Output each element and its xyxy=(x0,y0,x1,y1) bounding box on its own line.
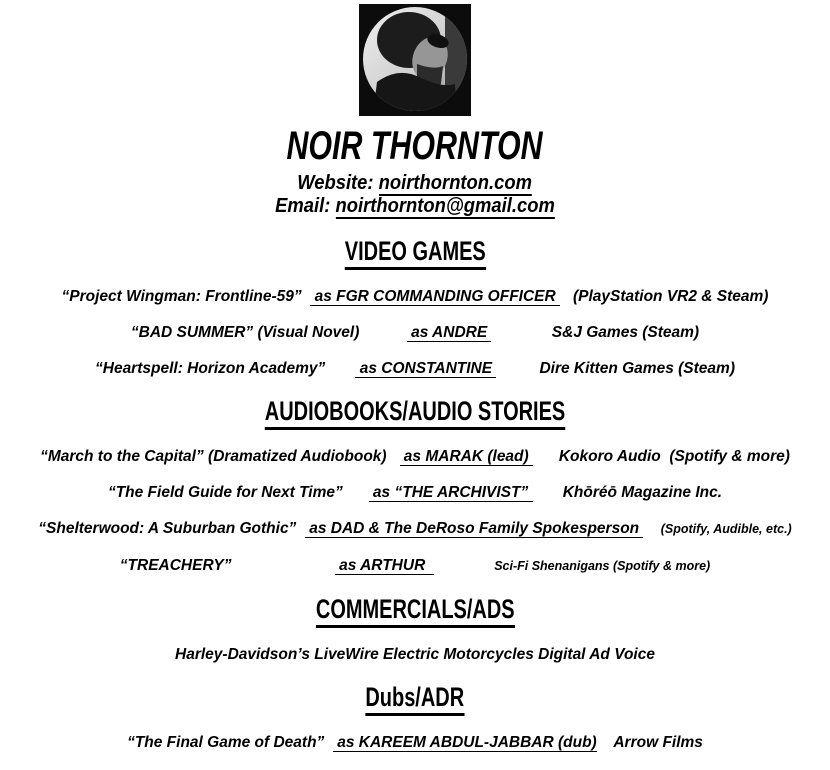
performer-name xyxy=(0,126,830,166)
credit-line xyxy=(0,483,830,502)
production-title: “Shelterwood: A Suburban Gothic” xyxy=(38,520,297,537)
section-heading xyxy=(0,398,830,430)
role-credit: as CONSTANTINE xyxy=(355,360,497,377)
credit-line xyxy=(0,359,830,378)
production-title: Harley-Davidson’s LiveWire Electric Motorcycles Digital Ad Voice xyxy=(175,646,655,663)
publisher-credit: Dire Kitten Games (Steam) xyxy=(539,360,735,377)
email-line xyxy=(0,195,830,218)
role-credit: as ARTHUR xyxy=(334,557,434,574)
gap xyxy=(324,734,333,751)
resume-section xyxy=(0,684,830,752)
production-title: “Project Wingman: Frontline-59” xyxy=(61,288,302,305)
gap xyxy=(496,360,539,377)
email-link[interactable]: noirthornton@gmail.com xyxy=(335,195,555,217)
gap xyxy=(491,324,551,341)
gap xyxy=(387,448,400,465)
website-link[interactable]: noirthornton.com xyxy=(379,172,533,194)
publisher-credit: Khōréō Magazine Inc. xyxy=(562,484,723,501)
production-title: “The Final Game of Death” xyxy=(127,734,325,751)
section-heading-text: Dubs/ADR xyxy=(366,684,465,716)
resume-section xyxy=(0,398,830,576)
publisher-credit: Sci-Fi Shenanigans (Spotify & more) xyxy=(494,559,711,573)
role-credit: as ANDRE xyxy=(406,324,492,341)
gap xyxy=(296,520,305,537)
gap xyxy=(359,324,406,341)
gap xyxy=(325,360,355,377)
gap xyxy=(533,448,559,465)
website-line xyxy=(0,172,830,195)
role-credit: as KAREEM ABDUL-JABBAR (dub) xyxy=(332,734,597,751)
gap xyxy=(597,734,614,751)
production-title: “March to the Capital” (Dramatized Audiobook) xyxy=(40,448,387,465)
headshot-photo-container xyxy=(0,0,830,116)
section-heading xyxy=(0,684,830,716)
credit-line xyxy=(0,519,830,539)
email-label: Email: xyxy=(275,195,336,217)
role-credit: as FGR COMMANDING OFFICER xyxy=(310,288,561,305)
role-credit: as “THE ARCHIVIST” xyxy=(368,484,533,501)
publisher-credit: (Spotify, Audible, etc.) xyxy=(660,522,792,536)
gap xyxy=(302,288,311,305)
publisher-credit: S&J Games (Steam) xyxy=(551,324,700,341)
role-credit: as DAD & The DeRoso Family Spokesperson xyxy=(304,520,644,537)
production-title: “TREACHERY” xyxy=(119,557,232,574)
section-heading-text: COMMERCIALS/ADS xyxy=(316,596,515,628)
gap xyxy=(643,520,660,537)
gap xyxy=(231,557,334,574)
section-heading xyxy=(0,238,830,270)
production-title: “Heartspell: Horizon Academy” xyxy=(95,360,326,377)
resume-section xyxy=(0,238,830,378)
credit-line xyxy=(0,556,830,576)
resume-section xyxy=(0,596,830,664)
credit-line xyxy=(0,733,830,752)
headshot-photo xyxy=(359,4,471,116)
gap xyxy=(343,484,369,501)
production-title: “BAD SUMMER” (Visual Novel) xyxy=(130,324,360,341)
production-title: “The Field Guide for Next Time” xyxy=(107,484,343,501)
section-heading-text: VIDEO GAMES xyxy=(345,238,486,270)
credit-line xyxy=(0,447,830,466)
credit-line xyxy=(0,645,830,664)
publisher-credit: (PlayStation VR2 & Steam) xyxy=(572,288,769,305)
publisher-credit: Arrow Films xyxy=(613,734,703,751)
credit-line xyxy=(0,287,830,306)
credit-line xyxy=(0,323,830,342)
gap xyxy=(434,557,494,574)
performer-name-text: NOIR THORNTON xyxy=(286,124,544,168)
gap xyxy=(560,288,573,305)
role-credit: as MARAK (lead) xyxy=(399,448,533,465)
section-heading-text: AUDIOBOOKS/AUDIO STORIES xyxy=(265,398,565,430)
publisher-credit: Kokoro Audio (Spotify & more) xyxy=(558,448,790,465)
gap xyxy=(533,484,563,501)
resume-sections xyxy=(0,238,830,752)
section-heading xyxy=(0,596,830,628)
website-label: Website: xyxy=(297,172,380,194)
